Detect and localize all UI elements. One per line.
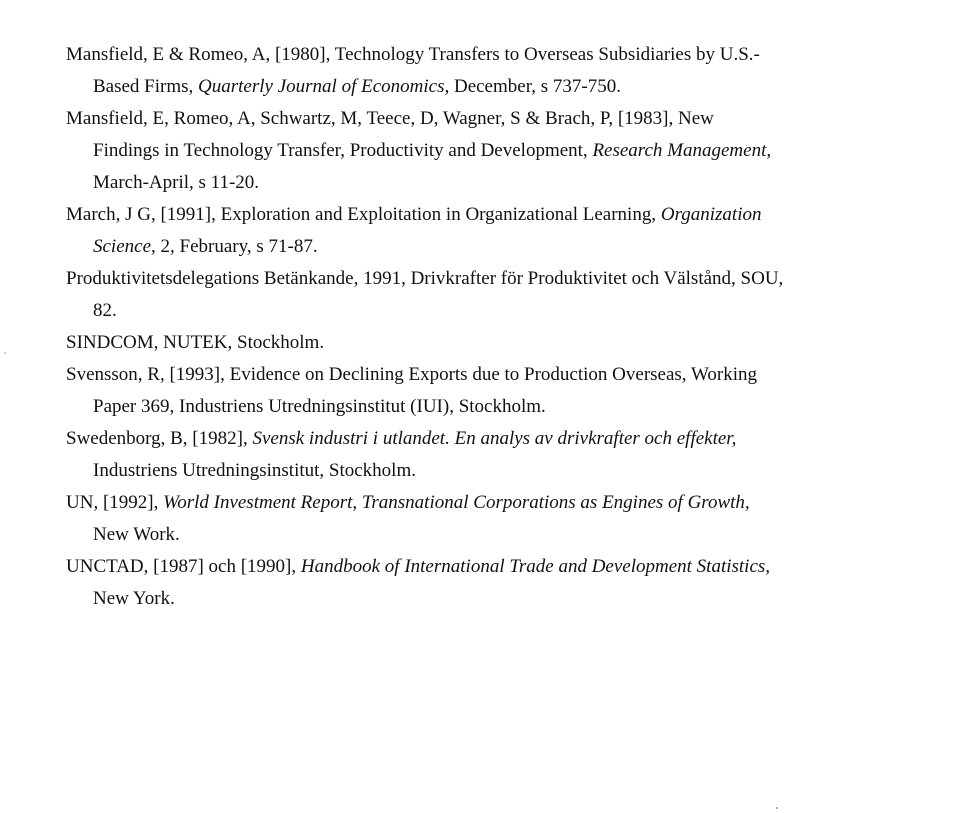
reference-line (66, 423, 856, 455)
reference-italic-text: Research Management, (592, 140, 772, 161)
reference-line (66, 263, 856, 295)
reference-entry (66, 263, 856, 327)
reference-text: Mansfield, E, Romeo, A, Schwartz, M, Teece, D, Wagner, S & Brach, P, [1983], New (66, 108, 714, 129)
reference-line (93, 455, 856, 487)
reference-entry (66, 423, 856, 487)
reference-italic-text: Science (93, 236, 152, 257)
reference-text: March, J G, [1991], Exploration and Exploitation in Organizational Learning, (66, 204, 661, 225)
reference-italic-text: World Investment Report, Transnational Corporations as Engines of Growth, (163, 492, 750, 513)
reference-entry (66, 359, 856, 423)
reference-entry (66, 199, 856, 263)
reference-line (93, 167, 856, 199)
reference-line (93, 391, 856, 423)
reference-line (66, 551, 856, 583)
reference-text: March-April, s 11-20. (93, 172, 260, 193)
reference-line (66, 327, 856, 359)
reference-line (66, 487, 856, 519)
reference-line (93, 231, 856, 263)
reference-line (66, 39, 856, 71)
reference-text: Findings in Technology Transfer, Productivity and Development, (93, 140, 593, 161)
reference-text: SINDCOM, NUTEK, Stockholm. (66, 332, 325, 353)
reference-text: December, s 737-750. (449, 76, 621, 97)
reference-text: Swedenborg, B, [1982], (66, 428, 253, 449)
reference-text: Based Firms, (93, 76, 199, 97)
reference-entry (66, 487, 856, 551)
reference-line (93, 135, 856, 167)
reference-text: 82. (93, 300, 117, 321)
reference-text: Produktivitetsdelegations Betänkande, 1991, Drivkrafter för Produktivitet och Välstånd, SOU, (66, 268, 784, 289)
reference-italic-text: Handbook of International Trade and Development Statistics, (300, 556, 771, 577)
scan-speck (776, 807, 778, 809)
reference-italic-text: Organization (660, 204, 762, 225)
reference-entry (66, 39, 856, 103)
reference-entry (66, 103, 856, 199)
reference-text: Paper 369, Industriens Utredningsinstitut (IUI), Stockholm. (93, 396, 546, 417)
reference-text: Mansfield, E & Romeo, A, [1980], Technology Transfers to Overseas Subsidiaries by U.S.- (66, 44, 760, 65)
reference-line (93, 519, 856, 551)
reference-list (66, 39, 856, 615)
reference-text: Industriens Utredningsinstitut, Stockholm. (93, 460, 416, 481)
reference-entry (66, 551, 856, 615)
reference-line (66, 359, 856, 391)
reference-line (93, 71, 856, 103)
reference-italic-text: Quarterly Journal of Economics, (198, 76, 450, 97)
reference-text: UNCTAD, [1987] och [1990], (66, 556, 301, 577)
reference-text: New Work. (93, 524, 180, 545)
reference-line (93, 295, 856, 327)
reference-entry (66, 327, 856, 359)
reference-text: , 2, February, s 71-87. (151, 236, 318, 257)
reference-line (66, 199, 856, 231)
reference-text: Svensson, R, [1993], Evidence on Declining Exports due to Production Overseas, Working (66, 364, 757, 385)
reference-line (66, 103, 856, 135)
reference-italic-text: Svensk industri i utlandet. En analys av drivkrafter och effekter, (252, 428, 737, 449)
reference-text: New York. (93, 588, 175, 609)
scan-speck (4, 352, 6, 354)
reference-text: UN, [1992], (66, 492, 164, 513)
reference-line (93, 583, 856, 615)
